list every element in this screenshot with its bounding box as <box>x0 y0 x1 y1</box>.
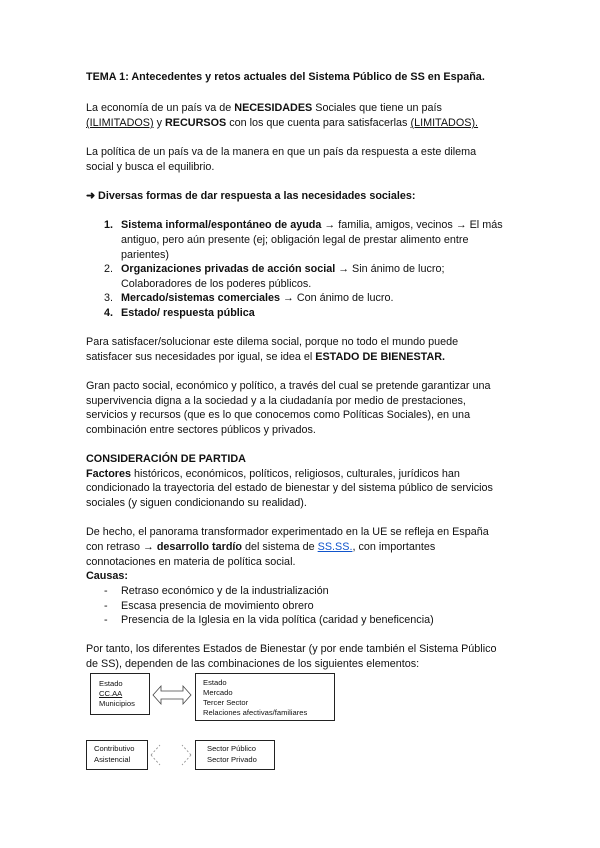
paragraph-welfare-line2 <box>86 350 445 365</box>
consideracion-heading: CONSIDERACIÓN DE PARTIDA <box>86 453 246 465</box>
page-title: TEMA 1: Antecedentes y retos actuales del Sistema Público de SS en España. <box>86 71 485 83</box>
text: La economía de un país va de <box>86 102 235 114</box>
diagram-box1-line3: Municipios <box>99 699 135 708</box>
list-number: 3. <box>104 292 114 304</box>
list-number: 1. <box>104 219 114 231</box>
late-development-term: desarrollo tardío <box>156 541 243 553</box>
diagram-box2-line3: Tercer Sector <box>203 698 249 707</box>
paragraph-politics-line1: La política de un país va de la manera en que un país da respuesta a este dilema <box>86 146 477 158</box>
text: → Sin ánimo de lucro; <box>335 263 445 275</box>
list-number: 4. <box>104 307 114 319</box>
paragraph-combinations-line1: Por tanto, los diferentes Estados de Bienestar (y por ende también el Sistema Público <box>86 643 497 655</box>
consideracion-line2: condicionado la trayectoria del estado de bienestar y del sistema público de servicios <box>86 482 493 494</box>
causa-item: Presencia de la Iglesia en la vida política (caridad y beneficencia) <box>121 614 434 626</box>
limited-note: (LIMITADOS). <box>410 117 479 129</box>
unlimited-note: (ILIMITADOS) <box>86 117 154 129</box>
list-item-term: Estado/ respuesta pública <box>121 307 255 319</box>
needs-term: NECESIDADES <box>234 102 313 114</box>
text: → Con ánimo de lucro. <box>280 292 394 304</box>
paragraph-economy-line1 <box>86 101 442 116</box>
ss-ss-link[interactable]: SS.SS. <box>317 541 353 553</box>
text: y <box>153 117 165 129</box>
list-item-1-line3: parientes) <box>121 249 170 261</box>
paragraph-pact-line4: combinación entre sectores públicos y privados. <box>86 424 316 436</box>
paragraph-economy-line2 <box>86 116 478 131</box>
consideracion-line3: sociales (y siguen condicionando su realidad). <box>86 497 307 509</box>
causa-item: Escasa presencia de movimiento obrero <box>121 600 314 612</box>
text: con retraso → <box>86 541 157 553</box>
text: históricos, económicos, políticos, religiosos, culturales, jurídicos han <box>131 468 460 480</box>
list-item-term: Sistema informal/espontáneo de ayuda <box>121 219 322 231</box>
list-item-2-line2: Colaboradores de los poderes públicos. <box>121 278 312 290</box>
text: , con importantes <box>352 541 436 553</box>
text: → familia, amigos, vecinos → El más <box>321 219 503 231</box>
text: con los que cuenta para satisfacerlas <box>226 117 411 129</box>
bullet-dash: - <box>104 585 108 597</box>
resources-term: RECURSOS <box>165 117 227 129</box>
text: del sistema de <box>242 541 318 553</box>
paragraph-pact-line2: supervivencia digna a la sociedad y a la ciudadanía por medio de prestaciones, <box>86 395 466 407</box>
paragraph-eu-line3: connotaciones en materia de política social. <box>86 556 296 568</box>
paragraph-welfare-line1: Para satisfacer/solucionar este dilema social, porque no todo el mundo puede <box>86 336 459 348</box>
list-number: 2. <box>104 263 114 275</box>
diagram-box1-line1: Estado <box>99 679 123 688</box>
paragraph-politics-line2: social y busca el equilibrio. <box>86 161 215 173</box>
diagram-box2-line2: Mercado <box>203 688 233 697</box>
bullet-dash: - <box>104 614 108 626</box>
paragraph-combinations-line2: de SS), dependen de las combinaciones de los siguientes elementos: <box>86 658 420 670</box>
list-item-2-line1 <box>121 262 444 277</box>
diagram-box4-line2: Sector Privado <box>207 755 257 764</box>
diagram-box3-line2: Asistencial <box>94 755 131 764</box>
list-item-1-line1 <box>121 218 503 233</box>
double-arrow-icon <box>152 684 192 706</box>
welfare-state-term: ESTADO DE BIENESTAR. <box>315 351 446 363</box>
causas-heading: Causas: <box>86 570 129 582</box>
paragraph-pact-line1: Gran pacto social, económico y político, a través del cual se pretende garantizar una <box>86 380 491 392</box>
diagram-box4-line1: Sector Público <box>207 744 256 753</box>
list-item-1-line2: antiguo, pero aún presente (ej; obligación legal de prestar alimento entre <box>121 234 469 246</box>
list-item-3-line1 <box>121 291 393 306</box>
list-item-term: Mercado/sistemas comerciales <box>121 292 281 304</box>
list-item-term: Organizaciones privadas de acción social <box>121 263 336 275</box>
forms-heading: ➜ Diversas formas de dar respuesta a las necesidades sociales: <box>86 190 416 202</box>
factors-term: Factores <box>86 468 132 480</box>
diagram-box3-line1: Contributivo <box>94 744 135 753</box>
diagram-box1-ccaa-link[interactable]: CC.AA <box>99 689 123 698</box>
paragraph-eu-line2 <box>86 540 435 555</box>
causa-item: Retraso económico y de la industrialización <box>121 585 329 597</box>
double-arrow-icon <box>150 743 192 767</box>
diagram-box2-line1: Estado <box>203 678 227 687</box>
bullet-dash: - <box>104 600 108 612</box>
paragraph-eu-line1: De hecho, el panorama transformador experimentado en la UE se refleja en España <box>86 526 489 538</box>
text: satisfacer sus necesidades por igual, se idea el <box>86 351 316 363</box>
text: Sociales que tiene un país <box>312 102 442 114</box>
list-item-4-line1 <box>121 306 255 321</box>
diagram-box2-line4: Relaciones afectivas/familiares <box>203 708 308 717</box>
consideracion-line1 <box>86 467 460 482</box>
paragraph-pact-line3: servicios y recursos (que es lo que conocemos como Políticas Sociales), en una <box>86 409 471 421</box>
